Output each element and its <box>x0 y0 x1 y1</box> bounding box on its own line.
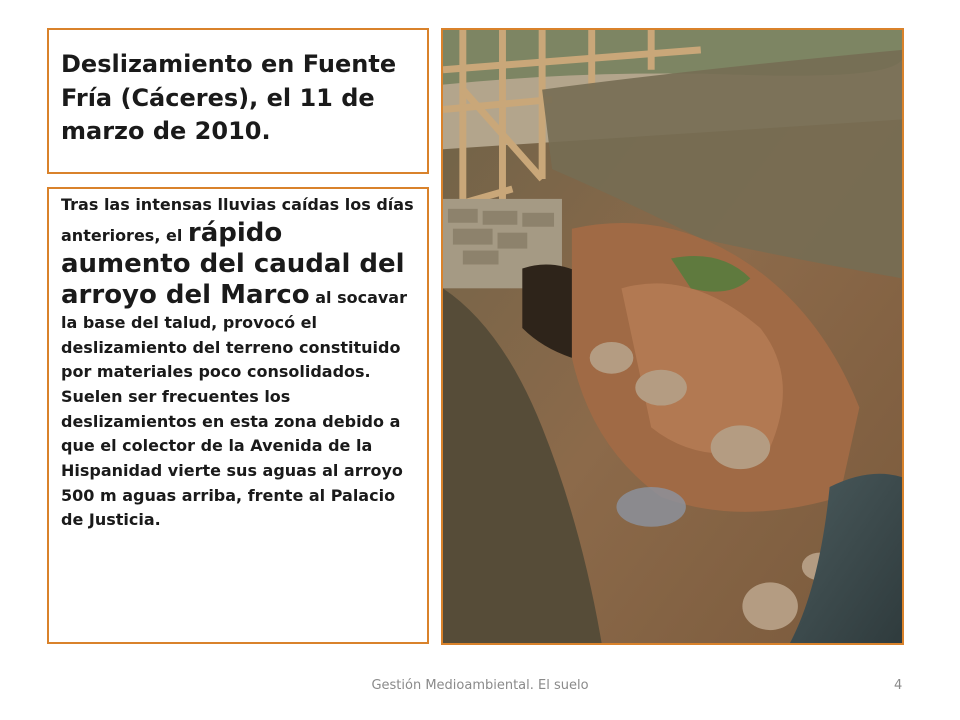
title-box <box>47 28 429 174</box>
body-rest: al socavar la base del talud, provocó el deslizamiento del terreno constituido por materiales poco consolidados. Suelen ser frecuentes los deslizamientos en esta zona debido a que el colector de la Avenida de la Hispanidad vierte sus aguas al arroyo 500 m aguas arriba, frente al Palacio de Justicia. <box>61 288 407 530</box>
landslide-photo-frame <box>441 28 904 645</box>
slide-title: Deslizamiento en Fuente Fría (Cáceres), el 11 de marzo de 2010. <box>61 50 397 146</box>
landslide-photo <box>443 30 902 643</box>
page-number: 4 <box>894 678 903 693</box>
body-paragraph <box>61 193 415 533</box>
slide-footer: Gestión Medioambiental. El suelo <box>371 678 589 693</box>
body-highlight: rápido aumento del caudal del arroyo del Marco <box>61 217 405 311</box>
body-text-box <box>47 187 429 644</box>
body-intro: Tras las intensas lluvias caídas los días anteriores, el <box>61 195 414 245</box>
